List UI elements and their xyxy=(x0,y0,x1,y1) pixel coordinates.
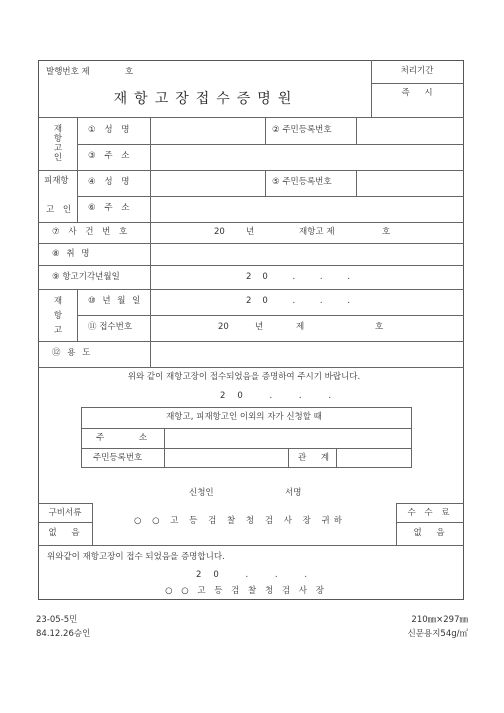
paper-type: 신문용지54g/㎡ xyxy=(407,629,468,639)
header-box-line xyxy=(371,83,464,84)
fee-top-line xyxy=(396,503,464,504)
respondent-rrn-divider xyxy=(356,170,357,196)
approval-date: 84.12.26승인 xyxy=(36,629,91,639)
applicant-mid-divider xyxy=(265,117,266,144)
respondent-name-label: ④ 성 명 xyxy=(88,177,133,187)
respondent-address-label: ⑥ 주 소 xyxy=(88,203,133,213)
third-party-title: 재항고, 피재항고인 이외의 자가 신청할 때 xyxy=(166,412,322,422)
reappeal-receipt-suffix: 호 xyxy=(375,322,384,332)
respondent-row-line xyxy=(77,196,464,197)
appeal-date-label: ⑨ 항고기각년월일 xyxy=(52,272,120,282)
request-date: 20 . . . xyxy=(220,391,344,401)
reappeal-date-value: 20 . . . xyxy=(246,296,362,306)
purpose-label: ⑫ 용 도 xyxy=(52,348,93,358)
reappeal-date-label: ⑩ 년 월 일 xyxy=(88,296,143,306)
reappeal-receipt-year-unit: 년 xyxy=(255,322,264,332)
applicant-label-divider xyxy=(150,117,151,170)
case-number-year: 20 xyxy=(214,227,225,237)
case-line-1 xyxy=(38,243,464,244)
third-party-label-divider xyxy=(164,428,165,468)
applicant-address-label: ③ 주 소 xyxy=(88,151,133,161)
purpose-bottom-line xyxy=(38,367,464,368)
third-party-relation-label: 관 계 xyxy=(298,453,336,463)
appeal-date-value: 20 . . . xyxy=(246,272,362,282)
applicant-group-label: 재항고인 xyxy=(52,124,62,162)
applicant-bottom-line xyxy=(38,170,464,171)
header-divider xyxy=(371,60,372,117)
case-line-3 xyxy=(38,289,464,290)
certification-statement: 위와같이 재항고장이 접수 되었음을 증명합니다. xyxy=(47,552,225,562)
applicant-rrn-divider xyxy=(356,117,357,144)
case-name-label: ⑧ 취 명 xyxy=(52,249,92,259)
third-party-address-label: 주 소 xyxy=(96,433,164,443)
reappeal-receipt-kind: 제 xyxy=(296,322,305,332)
third-party-relation-left xyxy=(288,448,289,468)
form-title: 재항고장접수증명원 xyxy=(113,91,299,107)
reappeal-receipt-label: ⑪ 접수번호 xyxy=(88,322,133,332)
docs-label: 구비서류 xyxy=(48,508,82,518)
case-line-2 xyxy=(38,265,464,266)
respondent-label-divider xyxy=(150,170,151,222)
case-number-year-unit: 년 xyxy=(246,227,255,237)
respondent-group-label-1: 피재항 xyxy=(44,176,69,186)
processing-period-value: 즉 시 xyxy=(401,88,439,98)
header-bottom-line xyxy=(38,117,464,118)
fee-mid-line xyxy=(396,522,464,523)
docs-mid-line xyxy=(38,522,92,523)
reappeal-row-line xyxy=(77,315,464,316)
case-number-kind: 재항고 제 xyxy=(299,227,335,237)
case-number-suffix: 호 xyxy=(382,227,391,237)
reappeal-receipt-year: 20 xyxy=(218,322,229,332)
application-signature-label: 서명 xyxy=(285,488,302,498)
fee-divider xyxy=(396,503,397,545)
respondent-group-label-2: 고 인 xyxy=(46,205,75,215)
recipient-line: ○ ○ 고 등 검 찰 청 검 사 장 귀하 xyxy=(134,516,346,526)
issue-number-label: 발행번호 제 xyxy=(46,67,90,77)
case-number-label: ⑦ 사 건 번 호 xyxy=(52,227,131,237)
certification-issuer: ○ ○ 고 등 검 찰 청 검 사 장 xyxy=(165,586,327,596)
fee-label: 수 수 료 xyxy=(407,508,453,518)
respondent-rrn-label: ⑤ 주민등록번호 xyxy=(272,177,332,187)
applicant-rrn-label: ② 주민등록번호 xyxy=(272,125,332,135)
third-party-rrn-label: 주민등록번호 xyxy=(93,453,143,463)
docs-top-line xyxy=(38,503,92,504)
processing-period-label: 처리기간 xyxy=(400,66,434,76)
certification-date: 20 . . . xyxy=(196,570,320,580)
third-party-line-2 xyxy=(81,448,412,449)
request-statement: 위와 같이 재항고장이 접수되었음을 증명하여 주시기 바랍니다. xyxy=(127,372,361,382)
applicant-row-line xyxy=(77,144,464,145)
applicant-name-label: ① 성 명 xyxy=(88,125,133,135)
reappeal-group-label: 재항고 xyxy=(52,296,62,340)
respondent-mid-divider xyxy=(265,170,266,196)
third-party-line-1 xyxy=(81,428,412,429)
certification-top-line xyxy=(38,545,464,546)
paper-size: 210㎜×297㎜ xyxy=(411,615,468,625)
docs-divider xyxy=(92,503,93,545)
fee-value: 없 음 xyxy=(413,528,451,538)
third-party-relation-right xyxy=(336,448,337,468)
issue-number-suffix: 호 xyxy=(125,67,134,77)
form-code: 23-05-5민 xyxy=(36,615,78,625)
docs-value: 없 음 xyxy=(48,528,86,538)
application-applicant-label: 신청인 xyxy=(189,488,214,498)
case-line-4 xyxy=(38,341,464,342)
respondent-bottom-line xyxy=(38,222,464,223)
